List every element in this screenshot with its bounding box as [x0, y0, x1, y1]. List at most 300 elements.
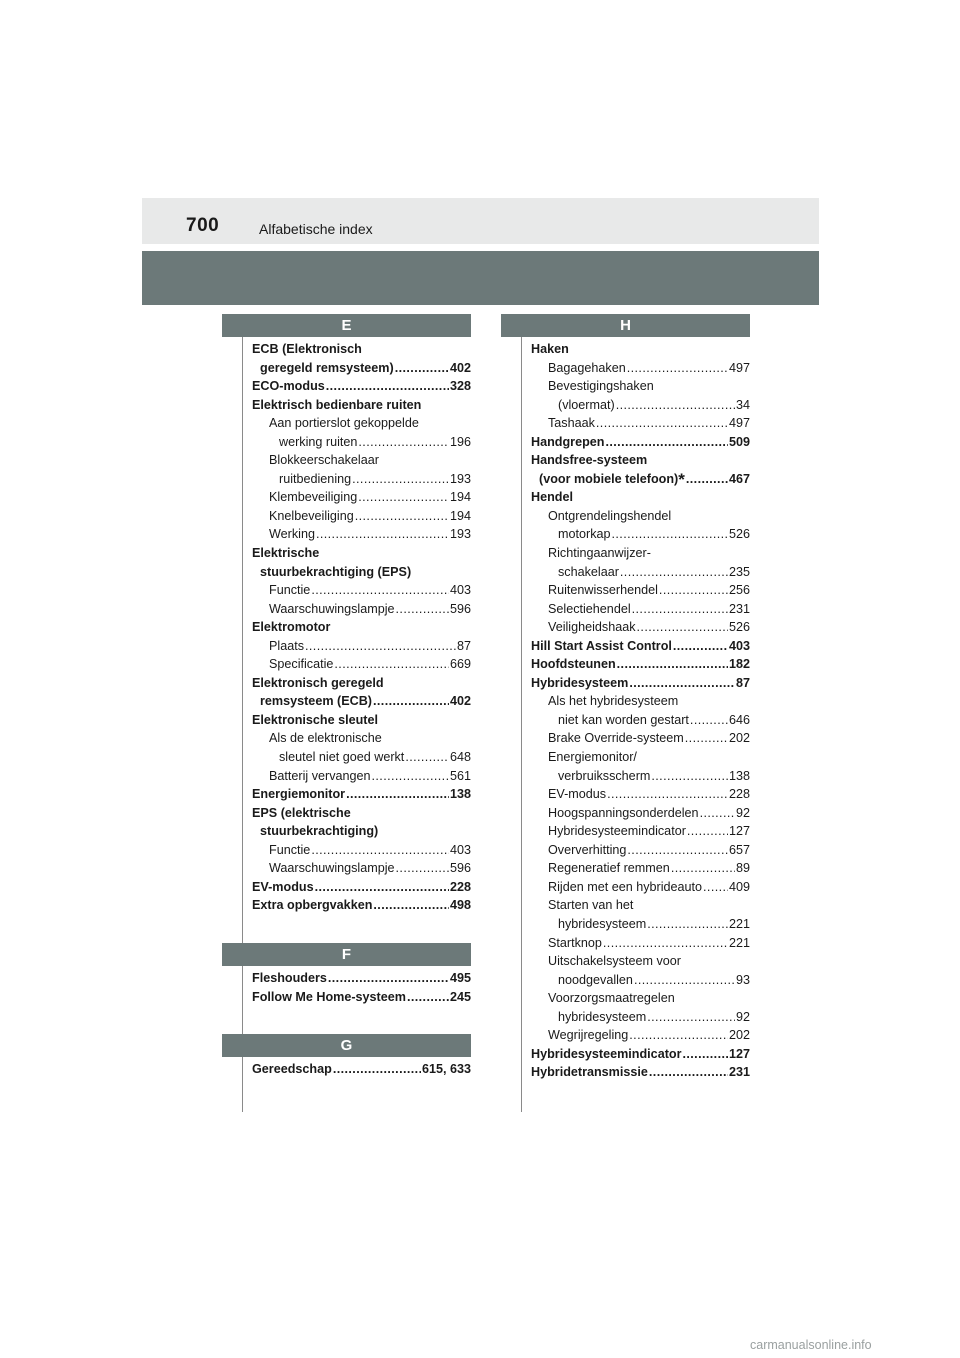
index-entry-line	[548, 544, 750, 563]
index-entry-line	[252, 340, 471, 359]
index-entry	[531, 544, 750, 581]
index-entry	[252, 637, 471, 656]
entry-text: Hoogspanningsonderdelen	[548, 805, 699, 820]
index-entry-line	[531, 451, 750, 470]
leader-dots	[627, 359, 728, 378]
index-entry-line	[548, 563, 750, 582]
index-entry-line	[548, 396, 750, 415]
entry-page-number: 127	[728, 1046, 750, 1061]
leader-dots	[605, 433, 728, 452]
index-entry-line	[252, 674, 471, 693]
index-entry-line	[548, 896, 750, 915]
index-entry-line	[252, 618, 471, 637]
index-entry	[252, 804, 471, 841]
entry-page-number: 526	[728, 527, 750, 542]
entry-text: Handsfree-systeem	[531, 453, 648, 468]
entry-page-number: 402	[449, 360, 471, 375]
index-entry	[252, 600, 471, 619]
entry-text: noodgevallen	[558, 972, 633, 987]
entry-text: Energiemonitor/	[548, 750, 637, 765]
entry-page-number: 92	[735, 805, 750, 820]
index-entry-line	[269, 841, 471, 860]
title-band	[142, 251, 819, 305]
index-entry-line	[252, 711, 471, 730]
entry-text: Startknop	[548, 935, 602, 950]
index-entry-line	[252, 359, 471, 378]
index-entry-line	[548, 767, 750, 786]
entry-page-number: 127	[728, 824, 750, 839]
leader-dots	[690, 711, 728, 730]
entry-text: ECB (Elektronisch	[252, 342, 362, 356]
index-entry-line	[269, 488, 471, 507]
index-entry	[252, 340, 471, 377]
page-number: 700	[186, 215, 220, 236]
entry-text: Voorzorgsmaatregelen	[548, 991, 675, 1006]
entry-page-number: 138	[728, 768, 750, 783]
leader-dots	[671, 859, 735, 878]
entry-text: Gereedschap	[252, 1062, 332, 1077]
entry-page-number: 497	[728, 360, 750, 375]
index-entry-line	[252, 988, 471, 1007]
entry-text: Handgrepen	[531, 434, 605, 449]
index-entry	[252, 507, 471, 526]
index-entry-line	[548, 1008, 750, 1027]
index-entry-line	[531, 674, 750, 693]
entry-page-number: 467	[728, 471, 750, 486]
leader-dots	[333, 1060, 421, 1079]
index-entry-line	[548, 507, 750, 526]
entry-page-number: 235	[728, 564, 750, 579]
index-entry-line	[548, 822, 750, 841]
entry-text: motorkap	[558, 527, 611, 542]
index-entry-line	[531, 637, 750, 656]
leader-dots	[686, 470, 728, 489]
leader-dots	[405, 748, 449, 767]
index-entry-line	[548, 989, 750, 1008]
index-entry-line	[252, 1060, 471, 1079]
entry-text: geregeld remsysteem)	[260, 360, 394, 375]
index-entry-line	[269, 433, 471, 452]
index-entry-line	[252, 878, 471, 897]
entry-text: (voor mobiele telefoon)	[539, 471, 679, 486]
index-entry-line	[252, 563, 471, 582]
index-entry	[252, 785, 471, 804]
index-entry-line	[548, 915, 750, 934]
leader-dots	[685, 729, 728, 748]
entry-text: Oververhitting	[548, 842, 627, 857]
index-entry	[252, 988, 471, 1007]
entry-page-number: 228	[449, 879, 471, 894]
index-entry-line	[269, 451, 471, 470]
section-spacer	[222, 1006, 471, 1034]
index-entry-line	[531, 1063, 750, 1082]
index-entry-line	[548, 600, 750, 619]
leader-dots	[395, 359, 449, 378]
leader-dots	[682, 1045, 728, 1064]
entry-text: Blokkeerschakelaar	[269, 453, 379, 468]
entry-text: Ontgrendelingshendel	[548, 508, 672, 523]
index-entry-line	[548, 414, 750, 433]
leader-dots	[358, 433, 449, 452]
index-entry	[252, 767, 471, 786]
index-entry-line	[252, 692, 471, 711]
entry-page-number: 403	[449, 842, 471, 857]
index-entry-line	[252, 822, 471, 841]
index-entry	[531, 896, 750, 933]
left-index-column	[222, 314, 471, 1079]
leader-dots	[687, 822, 728, 841]
section-letter-f: F	[222, 943, 471, 966]
leader-dots	[355, 507, 449, 526]
index-entry	[252, 414, 471, 451]
leader-dots	[373, 692, 449, 711]
entry-page-number: 402	[449, 694, 471, 709]
entry-text: Bagagehaken	[548, 360, 626, 375]
entry-text: werking ruiten	[279, 434, 358, 449]
entry-page-number: 202	[728, 1028, 750, 1043]
index-entry-line	[548, 952, 750, 971]
index-entry	[252, 729, 471, 766]
entry-page-number: 89	[735, 861, 750, 876]
index-entry	[252, 581, 471, 600]
index-entry	[531, 804, 750, 823]
leader-dots	[617, 655, 728, 674]
right-index-column	[501, 314, 750, 1082]
index-entry-line	[252, 544, 471, 563]
entry-text: Hybridesysteem	[531, 675, 629, 690]
entry-page-number: 245	[449, 989, 471, 1004]
index-entry	[531, 359, 750, 378]
index-entry	[252, 396, 471, 415]
leader-dots	[315, 878, 449, 897]
index-entry-line	[269, 859, 471, 878]
index-entry-line	[269, 655, 471, 674]
entry-page-number: 509	[728, 434, 750, 449]
entry-page-number: 409	[728, 879, 750, 894]
index-entry-line	[269, 414, 471, 433]
leader-dots	[659, 581, 728, 600]
entry-text: Waarschuwingslampje	[269, 861, 395, 876]
index-entry-line	[269, 525, 471, 544]
index-entry	[531, 841, 750, 860]
leader-dots	[603, 934, 728, 953]
section-letter-h: H	[501, 314, 750, 337]
index-entry	[252, 488, 471, 507]
header-band	[142, 198, 819, 244]
section-spacer	[222, 915, 471, 943]
entry-text: hybridesysteem	[558, 916, 647, 931]
leader-dots	[311, 841, 449, 860]
entry-page-number: 648	[449, 750, 471, 765]
index-entry	[531, 488, 750, 507]
entry-text: Elektromotor	[252, 620, 331, 635]
entry-page-number: 228	[728, 787, 750, 802]
entry-page-number: 256	[728, 583, 750, 598]
entry-text: Tashaak	[548, 416, 595, 431]
leader-dots	[673, 637, 728, 656]
entry-text: EV-modus	[548, 787, 607, 802]
leader-dots	[620, 563, 728, 582]
index-entry-line	[548, 841, 750, 860]
index-entry	[531, 859, 750, 878]
page-title: Alfabetische index	[259, 221, 373, 237]
index-entry-line	[548, 859, 750, 878]
index-entry	[252, 1060, 471, 1079]
leader-dots	[649, 1063, 728, 1082]
index-entry	[531, 878, 750, 897]
entry-page-number: 403	[728, 638, 750, 653]
entry-text: Hendel	[531, 490, 573, 505]
leader-dots	[616, 396, 735, 415]
index-entry-line	[548, 1026, 750, 1045]
leader-dots	[316, 525, 449, 544]
entry-text: Aan portierslot gekoppelde	[269, 416, 419, 431]
entry-text: Starten van het	[548, 898, 634, 913]
index-entry	[531, 934, 750, 953]
index-entry	[252, 896, 471, 915]
index-entry	[531, 674, 750, 693]
entry-text: Rijden met een hybrideauto	[548, 879, 703, 894]
entry-text: Selectiehendel	[548, 601, 631, 616]
entry-text: Extra opbergvakken	[252, 898, 373, 913]
index-entry-line	[269, 748, 471, 767]
entry-text: remsysteem (ECB)	[260, 694, 372, 709]
index-entry-line	[269, 767, 471, 786]
leader-dots	[396, 600, 449, 619]
entry-page-number: 34	[735, 397, 750, 412]
index-entry-line	[269, 470, 471, 489]
entry-page-number: 615, 633	[421, 1062, 471, 1077]
index-entry	[252, 711, 471, 730]
index-entry	[531, 414, 750, 433]
leader-dots	[372, 767, 449, 786]
entry-page-number: 495	[449, 970, 471, 985]
index-entry-line	[252, 896, 471, 915]
entry-text: Uitschakelsysteem voor	[548, 954, 681, 969]
entry-page-number: 657	[728, 842, 750, 857]
index-entry-line	[531, 433, 750, 452]
index-entry	[531, 433, 750, 452]
index-entry-line	[548, 971, 750, 990]
index-entry-line	[548, 934, 750, 953]
index-entry	[531, 748, 750, 785]
entry-page-number: 231	[728, 601, 750, 616]
entry-text: stuurbekrachtiging (EPS)	[260, 564, 412, 579]
section-letter-g: G	[222, 1034, 471, 1057]
entry-text: ruitbediening	[279, 471, 352, 486]
index-entry	[531, 1026, 750, 1045]
entry-text: Klembeveiliging	[269, 490, 358, 505]
entry-text: Hybridesysteemindicator	[548, 824, 686, 839]
index-entry-line	[548, 878, 750, 897]
leader-dots	[627, 841, 728, 860]
leader-dots	[311, 581, 449, 600]
index-entry	[531, 637, 750, 656]
entry-page-number: 194	[449, 508, 471, 523]
entry-text: Fleshouders	[252, 970, 327, 985]
entry-page-number: 93	[735, 972, 750, 987]
leader-dots	[396, 859, 449, 878]
entry-text: Brake Override-systeem	[548, 731, 684, 746]
entry-page-number: 87	[735, 675, 750, 690]
leader-dots	[358, 488, 449, 507]
entry-text: verbruiksscherm	[558, 768, 651, 783]
entry-text: Knelbeveiliging	[269, 508, 354, 523]
entry-text: Veiligheidshaak	[548, 620, 636, 635]
index-entry	[531, 340, 750, 359]
entry-text: niet kan worden gestart	[558, 712, 689, 727]
entry-text: Elektrische	[252, 546, 320, 561]
index-entry	[252, 859, 471, 878]
index-entry-line	[548, 785, 750, 804]
section-entries	[501, 337, 750, 1082]
leader-dots	[373, 896, 449, 915]
leader-dots	[407, 988, 449, 1007]
entry-text: stuurbekrachtiging)	[260, 824, 379, 839]
index-entry-line	[269, 507, 471, 526]
index-entry-line	[548, 377, 750, 396]
index-entry	[531, 600, 750, 619]
entry-text: Plaats	[269, 638, 305, 653]
entry-page-number: 526	[728, 620, 750, 635]
entry-text: Haken	[531, 342, 569, 356]
leader-dots	[632, 600, 728, 619]
entry-text: Hoofdsteunen	[531, 657, 616, 672]
index-entry	[252, 674, 471, 711]
index-entry	[531, 952, 750, 989]
entry-text: Elektronisch geregeld	[252, 675, 384, 690]
entry-text: hybridesysteem	[558, 1009, 647, 1024]
index-entry	[252, 451, 471, 488]
entry-page-number: 221	[728, 916, 750, 931]
index-entry-line	[269, 581, 471, 600]
index-entry-line	[548, 581, 750, 600]
entry-text: Functie	[269, 583, 311, 598]
entry-page-number: 646	[728, 712, 750, 727]
index-entry-line	[548, 748, 750, 767]
entry-text: Bevestigingshaken	[548, 379, 654, 394]
index-entry-line	[548, 618, 750, 637]
index-entry-line	[252, 804, 471, 823]
entry-text: schakelaar	[558, 564, 619, 579]
entry-page-number: 182	[728, 657, 750, 672]
entry-page-number: 403	[449, 583, 471, 598]
leader-dots	[651, 767, 728, 786]
section-letter-e: E	[222, 314, 471, 337]
index-entry	[252, 525, 471, 544]
index-entry	[531, 1063, 750, 1082]
index-entry	[252, 377, 471, 396]
entry-page-number: 92	[735, 1009, 750, 1024]
index-entry	[252, 841, 471, 860]
index-entry	[531, 451, 750, 488]
leader-dots	[700, 804, 735, 823]
leader-dots	[647, 915, 728, 934]
index-entry-line	[548, 359, 750, 378]
index-entry	[531, 822, 750, 841]
leader-dots	[607, 785, 728, 804]
index-entry-line	[548, 525, 750, 544]
entry-text: Richtingaanwijzer-	[548, 546, 651, 561]
entry-page-number: 497	[728, 416, 750, 431]
index-entry	[531, 785, 750, 804]
index-entry	[531, 1045, 750, 1064]
entry-page-number: 596	[449, 601, 471, 616]
entry-page-number: 596	[449, 861, 471, 876]
index-entry-line	[252, 377, 471, 396]
index-entry-line	[269, 729, 471, 748]
entry-page-number: 328	[449, 379, 471, 394]
index-entry	[252, 878, 471, 897]
index-entry-line	[531, 488, 750, 507]
entry-text: Elektronische sleutel	[252, 712, 378, 727]
entry-text: Batterij vervangen	[269, 768, 371, 783]
leader-dots	[612, 525, 728, 544]
entry-page-number: 561	[449, 768, 471, 783]
entry-text: Hybridetransmissie	[531, 1065, 648, 1080]
index-entry-line	[548, 692, 750, 711]
index-entry-line	[269, 600, 471, 619]
index-entry	[531, 377, 750, 414]
entry-page-number: 138	[449, 787, 471, 802]
leader-dots	[703, 878, 728, 897]
index-entry	[531, 507, 750, 544]
section-entries	[222, 966, 471, 1006]
index-entry-line: (voor mobiele telefoon) * . . . 467	[531, 470, 750, 489]
entry-text: Hybridesysteemindicator	[531, 1046, 682, 1061]
index-entry	[531, 618, 750, 637]
section-entries	[222, 337, 471, 915]
index-entry-line	[252, 785, 471, 804]
entry-page-number: 196	[449, 434, 471, 449]
entry-text: ECO-modus	[252, 379, 325, 394]
leader-dots	[634, 971, 735, 990]
entry-page-number: 87	[456, 638, 471, 653]
entry-text: EV-modus	[252, 879, 314, 894]
entry-text: sleutel niet goed werkt	[279, 750, 405, 765]
index-entry	[252, 544, 471, 581]
index-entry	[531, 729, 750, 748]
leader-dots	[596, 414, 728, 433]
entry-text: Elektrisch bedienbare ruiten	[252, 397, 422, 412]
leader-dots	[305, 637, 456, 656]
index-entry	[531, 581, 750, 600]
index-entry-line	[531, 655, 750, 674]
index-entry-line	[252, 396, 471, 415]
leader-dots	[629, 1026, 728, 1045]
index-entry	[252, 655, 471, 674]
entry-text: Als de elektronische	[269, 731, 382, 746]
leader-dots	[326, 377, 449, 396]
leader-dots	[629, 674, 735, 693]
index-entry	[531, 692, 750, 729]
index-entry-line	[548, 711, 750, 730]
entry-text: Hill Start Assist Control	[531, 638, 672, 653]
leader-dots	[328, 969, 449, 988]
index-entry	[252, 618, 471, 637]
index-entry-line	[531, 340, 750, 359]
entry-text: Specificatie	[269, 657, 334, 672]
entry-text: Werking	[269, 527, 315, 542]
entry-page-number: 498	[449, 898, 471, 913]
entry-page-number: 231	[728, 1065, 750, 1080]
entry-text: Waarschuwingslampje	[269, 601, 395, 616]
entry-text: EPS (elektrische	[252, 805, 351, 820]
entry-page-number: 202	[728, 731, 750, 746]
index-entry-line	[548, 729, 750, 748]
leader-dots	[334, 655, 449, 674]
leader-dots	[637, 618, 728, 637]
